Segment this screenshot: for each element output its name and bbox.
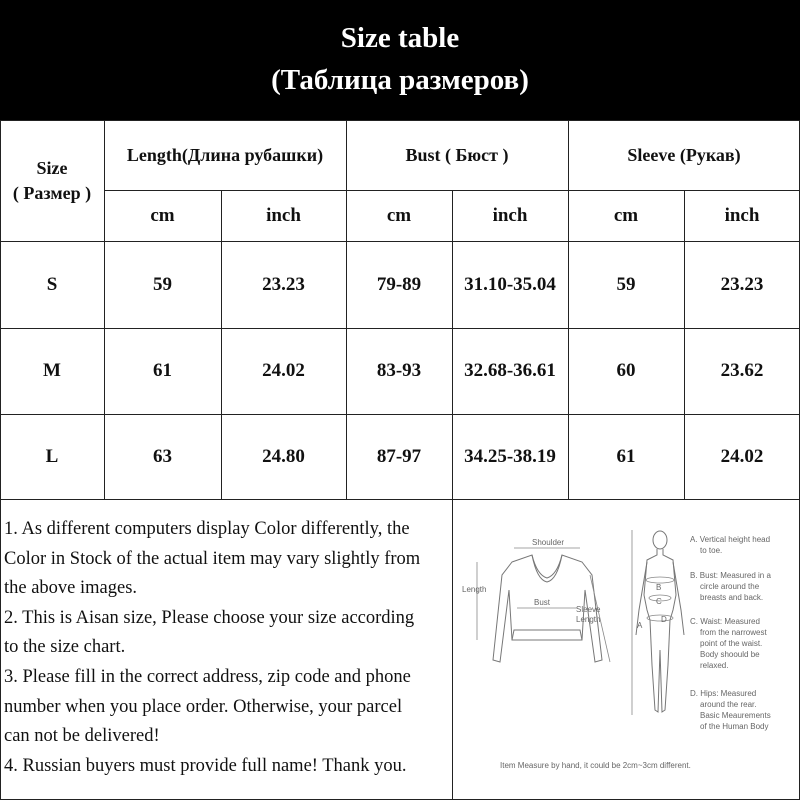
legend-c-line: Body shoould be	[700, 650, 760, 659]
unit-header: inch	[492, 204, 528, 226]
size-cell: L	[45, 445, 59, 467]
legend-c-line: point of the waist.	[700, 639, 763, 648]
table-cell: 87-97	[376, 445, 422, 467]
table-cell: 61	[616, 445, 636, 467]
table-cell: 63	[153, 445, 172, 467]
size-column-header	[0, 120, 104, 241]
table-cell: 23.23	[720, 273, 764, 295]
unit-header: cm	[613, 204, 639, 226]
legend-c-line: from the narrowest	[700, 628, 767, 637]
table-cell: 79-89	[376, 273, 422, 295]
measure-footnote: Item Measure by hand, it could be 2cm~3cm different.	[500, 761, 691, 770]
table-cell: 24.02	[720, 445, 764, 467]
note-line: number when you place order. Otherwise, your parcel	[4, 696, 403, 717]
unit-header: cm	[386, 204, 412, 226]
note-line: the above images.	[4, 578, 138, 599]
table-cell: 23.62	[720, 360, 764, 382]
size-label-ru: ( Размер )	[12, 182, 92, 203]
table-cell: 31.10-35.04	[464, 273, 556, 295]
note-line: can not be delivered!	[4, 726, 160, 747]
legend-c-line: C. Waist: Measured	[690, 617, 760, 626]
marker-c: C	[656, 597, 662, 606]
legend-d-line: around the rear.	[700, 700, 757, 709]
legend-d-line: Basic Meaurements	[700, 711, 771, 720]
length-label: Length	[462, 585, 487, 594]
table-cell: 59	[153, 273, 172, 295]
notes-text	[4, 515, 449, 781]
bust-group-header: Bust ( Бюст )	[405, 144, 509, 165]
legend-a-line: A. Vertical height head	[690, 535, 771, 544]
table-cell: 60	[616, 360, 636, 382]
size-table-header	[0, 0, 800, 120]
legend-c-line: relaxed.	[700, 661, 729, 670]
table-cell: 59	[616, 273, 636, 295]
table-cell: 24.02	[262, 360, 305, 382]
length-group-header: Length(Длина рубашки)	[126, 144, 324, 165]
legend-b-line: B. Bust: Measured in a	[690, 571, 771, 580]
table-cell: 61	[153, 360, 172, 382]
table-cell: 32.68-36.61	[464, 360, 556, 382]
legend-b-line: breasts and back.	[700, 593, 764, 602]
note-line: 2. This is Aisan size, Please choose your size according	[4, 607, 415, 628]
sleeve-group-header: Sleeve (Рукав)	[627, 144, 741, 165]
note-line: 4. Russian buyers must provide full name! Thank you.	[4, 755, 407, 776]
legend-b-line: circle around the	[700, 582, 760, 591]
unit-header: inch	[266, 204, 301, 226]
size-cell: S	[46, 273, 58, 295]
unit-header: inch	[724, 204, 760, 226]
unit-header: cm	[150, 204, 175, 226]
size-label: Size	[36, 158, 68, 179]
sleeve-length-label: Length	[576, 615, 601, 624]
measurement-diagram	[452, 500, 800, 800]
marker-a: A	[637, 621, 643, 630]
header-subtitle: (Таблица размеров)	[271, 64, 529, 96]
legend-d-line: D. Hips: Measured	[690, 689, 757, 698]
size-cell: M	[43, 360, 61, 382]
note-line: 1. As different computers display Color differently, the	[4, 519, 410, 539]
table-cell: 34.25-38.19	[464, 445, 556, 467]
measurement-legend	[690, 535, 771, 731]
legend-a-line: to toe.	[700, 546, 723, 555]
bust-label: Bust	[534, 598, 551, 607]
table-cell: 83-93	[376, 360, 422, 382]
body-figure-illustration	[636, 531, 684, 712]
note-line: 3. Please fill in the correct address, zip code and phone	[4, 666, 411, 687]
shoulder-label: Shoulder	[532, 538, 565, 547]
legend-d-line: of the Human Body	[700, 722, 769, 731]
note-line: to the size chart.	[4, 637, 126, 658]
table-cell: 24.80	[262, 445, 305, 467]
marker-d: D	[661, 615, 667, 624]
note-line: Color in Stock of the actual item may vary slightly from	[4, 548, 421, 569]
size-table	[0, 120, 800, 500]
header-title: Size table	[340, 22, 460, 54]
table-cell: 23.23	[262, 273, 305, 295]
sleeve-label: Sleeve	[576, 605, 601, 614]
marker-b: B	[656, 583, 662, 592]
